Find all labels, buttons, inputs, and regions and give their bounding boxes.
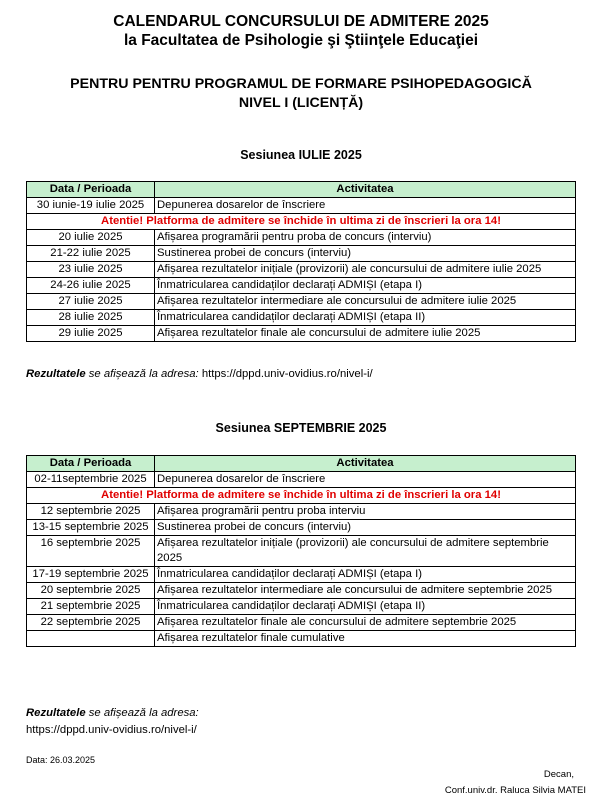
row-date: 20 septembrie 2025 bbox=[27, 583, 155, 599]
row-date: 30 iunie-19 iulie 2025 bbox=[27, 198, 155, 214]
warning-row bbox=[27, 214, 576, 230]
row-date: 21 septembrie 2025 bbox=[27, 599, 155, 615]
column-header-date: Data / Perioada bbox=[27, 182, 155, 198]
table-row bbox=[27, 310, 576, 326]
column-header-activity: Activitatea bbox=[155, 456, 576, 472]
row-date: 16 septembrie 2025 bbox=[27, 536, 155, 567]
table-row bbox=[27, 198, 576, 214]
table-header-row bbox=[27, 456, 576, 472]
row-date: 17-19 septembrie 2025 bbox=[27, 567, 155, 583]
signatory-role: Decan, bbox=[543, 769, 574, 780]
row-activity: Înmatricularea candidaților declarați ADMIȘI (etapa I) bbox=[155, 278, 576, 294]
row-date: 27 iulie 2025 bbox=[27, 294, 155, 310]
row-date: 02-11septembrie 2025 bbox=[27, 472, 155, 488]
row-activity: Înmatricularea candidaților declarați ADMIȘI (etapa II) bbox=[155, 310, 576, 326]
row-activity: Afișarea programării pentru proba de concurs (interviu) bbox=[155, 230, 576, 246]
table-row bbox=[27, 567, 576, 583]
row-date: 29 iulie 2025 bbox=[27, 326, 155, 342]
table-row bbox=[27, 536, 576, 567]
table-row bbox=[27, 631, 576, 647]
table-row bbox=[27, 583, 576, 599]
table-row bbox=[27, 615, 576, 631]
row-activity: Afișarea rezultatelor inițiale (provizorii) ale concursului de admitere septembrie 2025 bbox=[155, 536, 576, 567]
row-activity: Afișarea rezultatelor intermediare ale concursului de admitere septembrie 2025 bbox=[155, 583, 576, 599]
document-title-line2: la Facultatea de Psihologie şi Ştiinţele Educaţiei bbox=[123, 32, 479, 49]
results-url-link-september[interactable]: https://dppd.univ-ovidius.ro/nivel-i/ bbox=[26, 724, 197, 736]
row-activity: Sustinerea probei de concurs (interviu) bbox=[155, 520, 576, 536]
signatory-name: Conf.univ.dr. Raluca Silvia MATEI bbox=[444, 785, 586, 796]
row-date: 12 septembrie 2025 bbox=[27, 504, 155, 520]
results-label: Rezultatele bbox=[26, 368, 86, 380]
row-activity: Depunerea dosarelor de înscriere bbox=[155, 472, 576, 488]
column-header-date: Data / Perioada bbox=[27, 456, 155, 472]
row-date: 23 iulie 2025 bbox=[27, 262, 155, 278]
row-activity: Depunerea dosarelor de înscriere bbox=[155, 198, 576, 214]
table-row bbox=[27, 262, 576, 278]
row-date: 21-22 iulie 2025 bbox=[27, 246, 155, 262]
session-september-title: Sesiunea SEPTEMBRIE 2025 bbox=[215, 421, 387, 435]
results-url-link[interactable]: https://dppd.univ-ovidius.ro/nivel-i/ bbox=[201, 368, 373, 380]
row-activity: Afișarea rezultatelor intermediare ale concursului de admitere iulie 2025 bbox=[155, 294, 576, 310]
results-note-september bbox=[26, 706, 199, 721]
results-label: Rezultatele bbox=[26, 707, 86, 719]
document-date: Data: 26.03.2025 bbox=[26, 755, 96, 765]
calendar-table-september bbox=[26, 455, 576, 647]
results-note-july bbox=[26, 367, 373, 382]
program-title-line1: PENTRU PENTRU PROGRAMUL DE FORMARE PSIHOPEDAGOGICĂ bbox=[70, 76, 532, 92]
platform-warning: Atentie! Platforma de admitere se închide în ultima zi de înscrieri la ora 14! bbox=[27, 488, 576, 504]
session-july-title: Sesiunea IULIE 2025 bbox=[240, 148, 362, 162]
table-row bbox=[27, 504, 576, 520]
table-row bbox=[27, 230, 576, 246]
row-activity: Afișarea rezultatelor finale ale concursului de admitere iulie 2025 bbox=[155, 326, 576, 342]
row-date: 20 iulie 2025 bbox=[27, 230, 155, 246]
table-row bbox=[27, 520, 576, 536]
table-row bbox=[27, 326, 576, 342]
table-row bbox=[27, 599, 576, 615]
row-activity: Sustinerea probei de concurs (interviu) bbox=[155, 246, 576, 262]
row-activity: Înmatricularea candidaților declarați ADMIȘI (etapa I) bbox=[155, 567, 576, 583]
warning-row bbox=[27, 488, 576, 504]
results-text: se afișează la adresa: bbox=[85, 368, 202, 380]
row-activity: Afișarea rezultatelor finale cumulative bbox=[155, 631, 576, 647]
calendar-table-july bbox=[26, 181, 576, 342]
platform-warning: Atentie! Platforma de admitere se închide în ultima zi de înscrieri la ora 14! bbox=[27, 214, 576, 230]
row-activity: Afișarea rezultatelor inițiale (provizorii) ale concursului de admitere iulie 2025 bbox=[155, 262, 576, 278]
row-activity: Afișarea rezultatelor finale ale concursului de admitere septembrie 2025 bbox=[155, 615, 576, 631]
program-title-line2: NIVEL I (LICENȚĂ) bbox=[238, 95, 364, 111]
results-text: se afișează la adresa: bbox=[85, 707, 199, 719]
row-activity: Înmatricularea candidaților declarați ADMIȘI (etapa II) bbox=[155, 599, 576, 615]
row-activity: Afișarea programării pentru proba interviu bbox=[155, 504, 576, 520]
table-row bbox=[27, 294, 576, 310]
table-header-row bbox=[27, 182, 576, 198]
row-date bbox=[27, 631, 155, 647]
row-date: 28 iulie 2025 bbox=[27, 310, 155, 326]
table-row bbox=[27, 246, 576, 262]
row-date: 24-26 iulie 2025 bbox=[27, 278, 155, 294]
table-row bbox=[27, 472, 576, 488]
document-title-line1: CALENDARUL CONCURSULUI DE ADMITERE 2025 bbox=[113, 13, 489, 30]
row-date: 22 septembrie 2025 bbox=[27, 615, 155, 631]
row-date: 13-15 septembrie 2025 bbox=[27, 520, 155, 536]
table-row bbox=[27, 278, 576, 294]
column-header-activity: Activitatea bbox=[155, 182, 576, 198]
